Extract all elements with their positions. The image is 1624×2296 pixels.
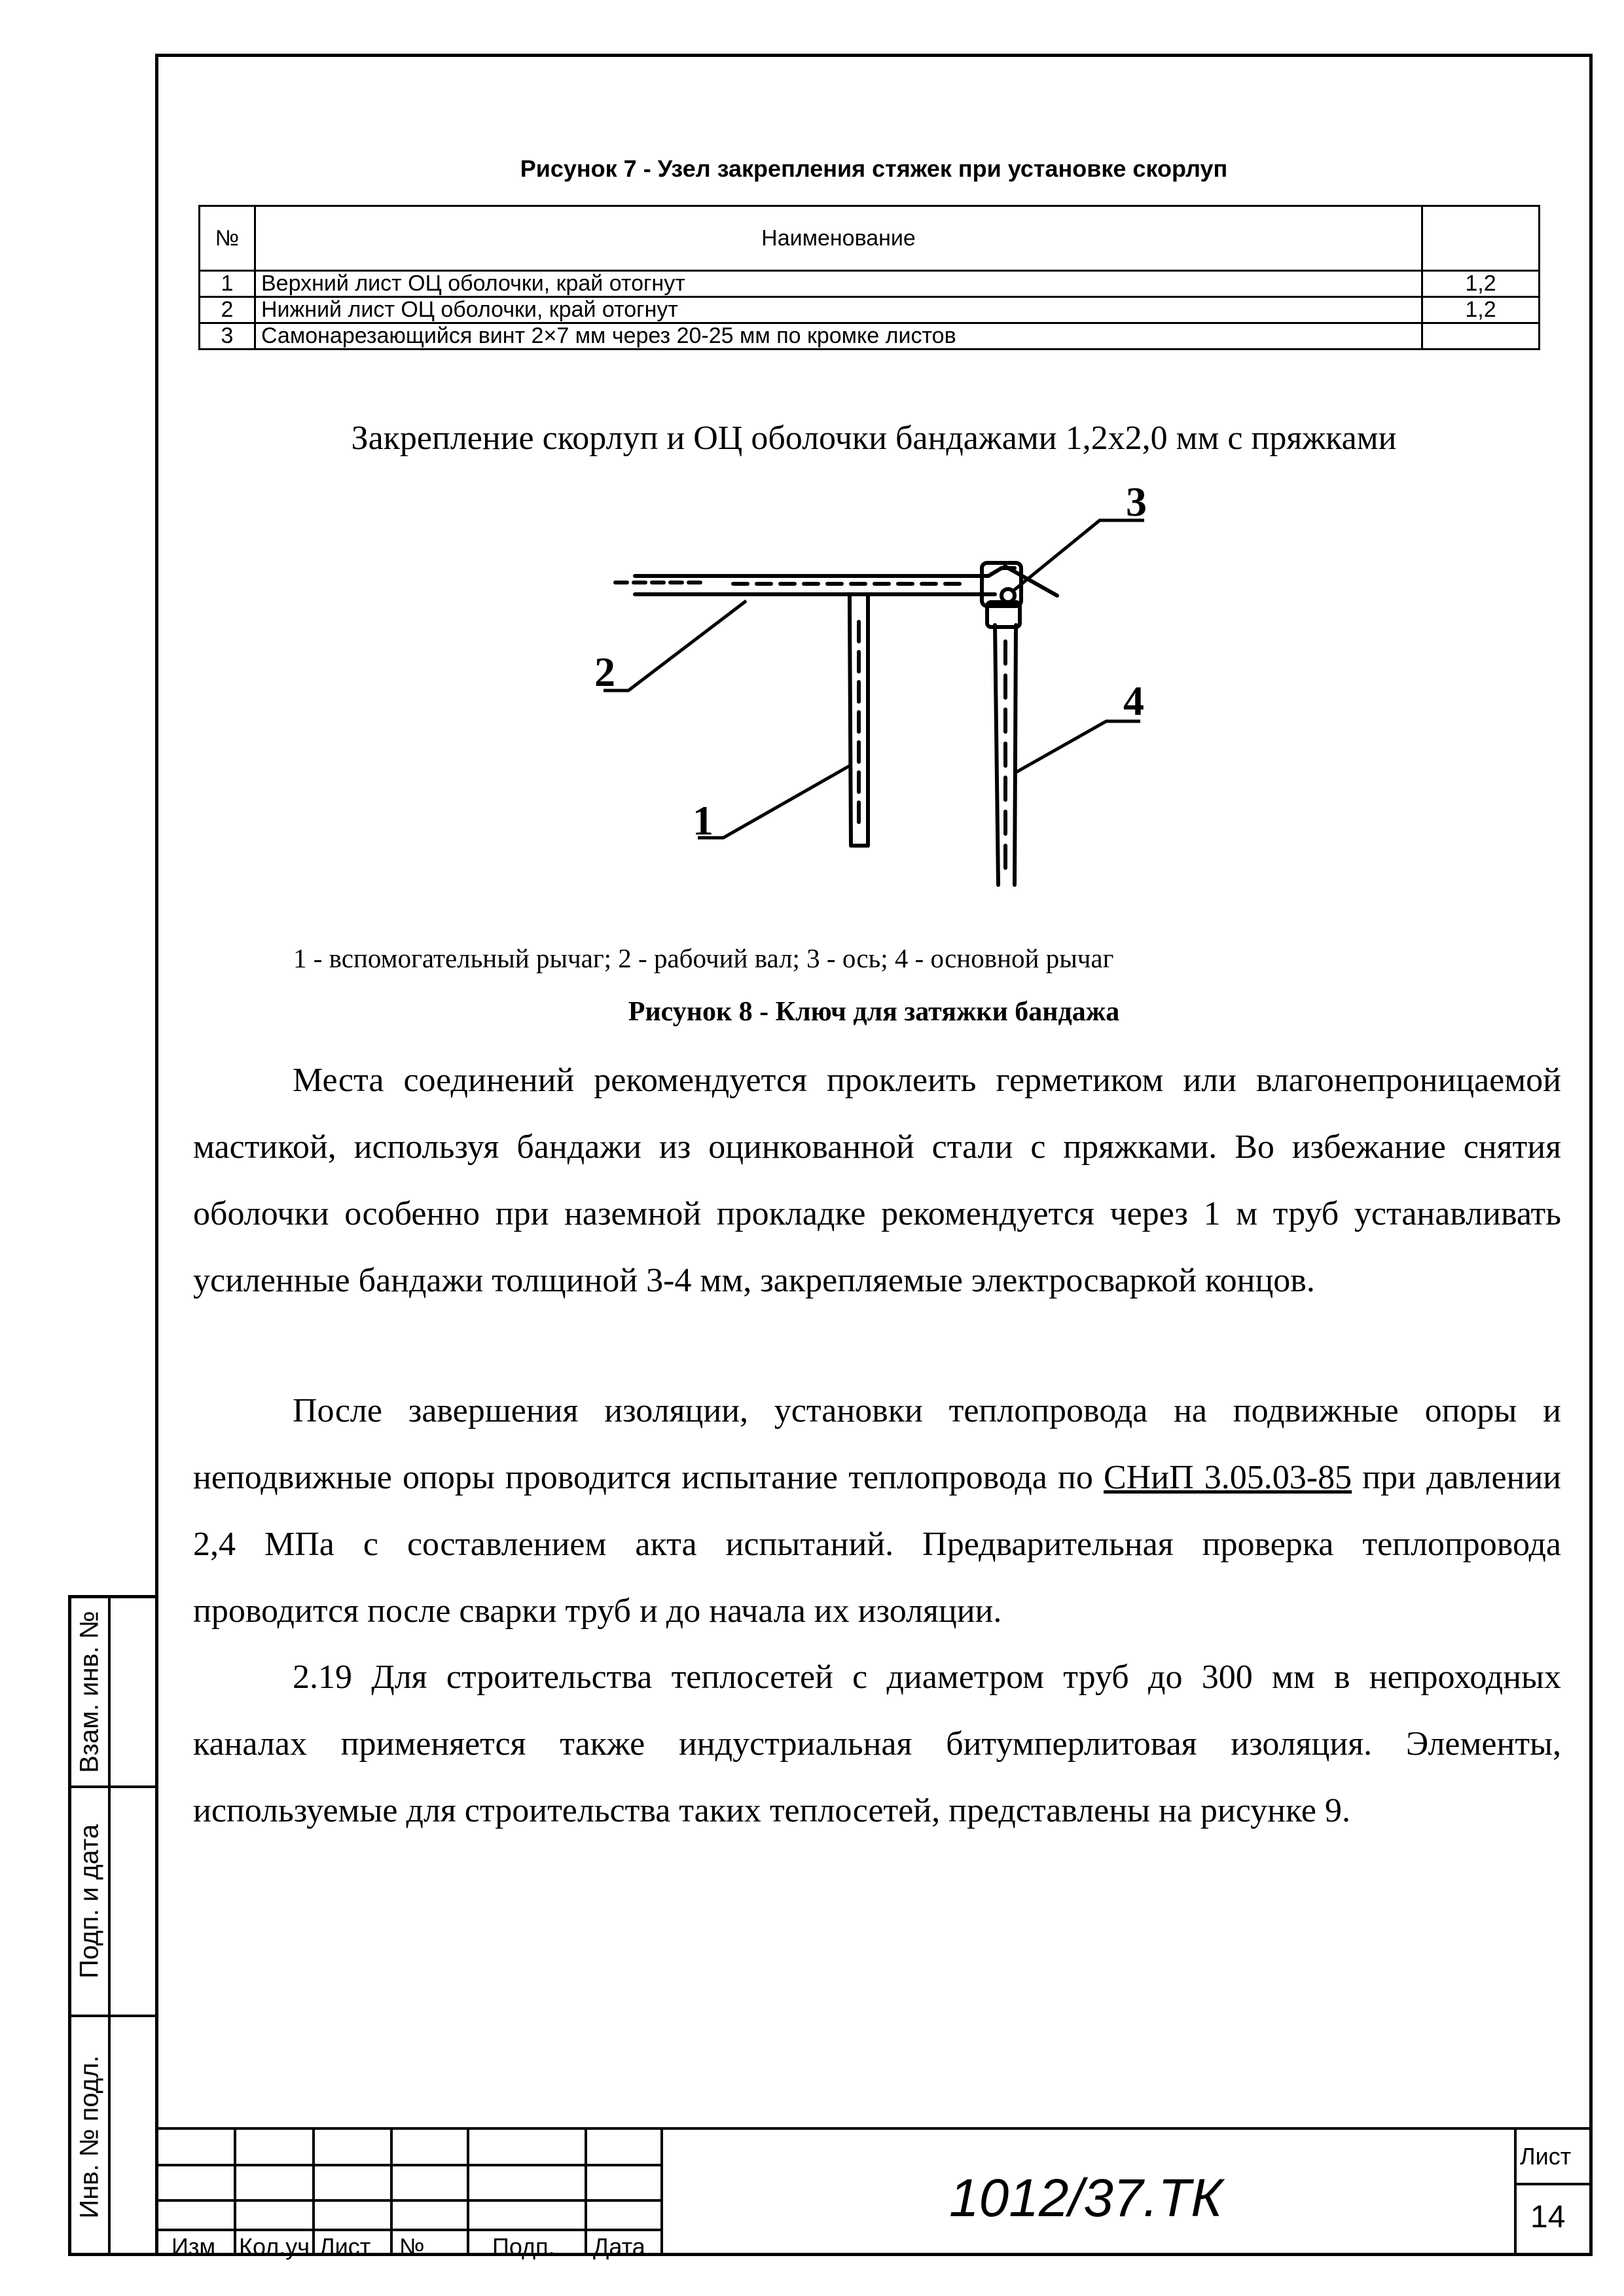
- figure7-caption: Рисунок 7 - Узел закрепления стяжек при установке скорлуп: [520, 155, 1228, 182]
- table-cell-name: Нижний лист ОЦ оболочки, край отогнут: [255, 297, 1422, 323]
- callout-1: 1: [693, 797, 713, 844]
- table-row: [200, 323, 1540, 350]
- paragraph-3-text: 2.19 Для строительства теплосетей с диаметром труб до 300 мм в непроходных каналах применяется также индустриальная битумперлитовая изоляция. Элементы, используемые для строительства таких теплосетей, представлены на рисунке 9.: [193, 1659, 1561, 1829]
- paragraph-2-text-a: После завершения изоляции, установки теплопровода на подвижные опоры и неподвижные опоры проводится испытание теплопровода по: [193, 1392, 1561, 1496]
- title-col-izm: Изм: [171, 2233, 216, 2260]
- table-header-qty: [1422, 206, 1540, 271]
- table-header-name: Наименование: [255, 206, 1422, 271]
- table-header-row: [200, 206, 1540, 271]
- title-col-podp: Подп.: [492, 2233, 555, 2260]
- side-label-podp: Подп. и дата: [75, 1824, 104, 1979]
- document-code: 1012/37.ТК: [949, 2168, 1223, 2228]
- paragraph-2-text-b: при давлении 2,4 МПа с составлением акта испытаний. Предварительная проверка теплопровода проводится после сварки труб и до начала их изоляции.: [193, 1459, 1562, 1630]
- table-header-num: №: [200, 206, 255, 271]
- table-cell-qty: [1422, 323, 1540, 350]
- side-row-inv: [71, 2017, 155, 2256]
- specification-table: [198, 205, 1540, 350]
- sheet-label: Лист: [1520, 2143, 1572, 2170]
- wrench-drawing: [576, 484, 1178, 910]
- side-stamp-strip: [68, 1595, 155, 2256]
- snip-reference-link[interactable]: СНиП 3.05.03-85: [1104, 1459, 1352, 1496]
- table-cell-num: 3: [200, 323, 255, 350]
- table-cell-qty: 1,2: [1422, 271, 1540, 297]
- side-row-vzam: [71, 1598, 155, 1788]
- callout-2: 2: [594, 649, 615, 695]
- figure8-legend: 1 - вспомогательный рычаг; 2 - рабочий вал; 3 - ось; 4 - основной рычаг: [293, 943, 1114, 973]
- table-row: [200, 271, 1540, 297]
- table-cell-name: Верхний лист ОЦ оболочки, край отогнут: [255, 271, 1422, 297]
- title-col-kolu: Кол.уч: [239, 2233, 310, 2260]
- table-cell-num: 1: [200, 271, 255, 297]
- paragraph-1-text: Места соединений рекомендуется проклеить герметиком или влагонепроницаемой мастикой, используя бандажи из оцинкованной стали с пряжками. Во избежание снятия оболочки особенно при наземной прокладке рекомендуется через 1 м труб устанавливать усиленные бандажи толщиной 3-4 мм, закрепляемые электросваркой концов.: [193, 1062, 1561, 1299]
- callout-3: 3: [1126, 484, 1147, 525]
- section-subheading: Закрепление скорлуп и ОЦ оболочки бандажами 1,2x2,0 мм с пряжками: [351, 420, 1397, 457]
- wrench-body: [615, 563, 1057, 885]
- callout-labels: [594, 484, 1147, 844]
- side-row-podp: [71, 1788, 155, 2017]
- paragraph-2: [193, 1378, 1561, 1645]
- table-cell-qty: 1,2: [1422, 297, 1540, 323]
- title-col-list: Лист: [319, 2233, 371, 2260]
- side-label-vzam: Взам. инв. №: [75, 1611, 104, 1773]
- figure8-caption: Рисунок 8 - Ключ для затяжки бандажа: [628, 997, 1120, 1027]
- paragraph-3: [193, 1644, 1561, 1844]
- sheet-number: 14: [1530, 2200, 1566, 2234]
- callout-leaders: [604, 520, 1144, 838]
- table-row: [200, 297, 1540, 323]
- table-cell-num: 2: [200, 297, 255, 323]
- side-label-inv: Инв. № подл.: [75, 2054, 104, 2219]
- table-cell-name: Самонарезающийся винт 2×7 мм через 20-25 мм по кромке листов: [255, 323, 1422, 350]
- title-col-num: №: [399, 2233, 425, 2260]
- paragraph-1: [193, 1047, 1561, 1314]
- title-col-data: Дата: [593, 2233, 645, 2260]
- callout-4: 4: [1123, 677, 1144, 724]
